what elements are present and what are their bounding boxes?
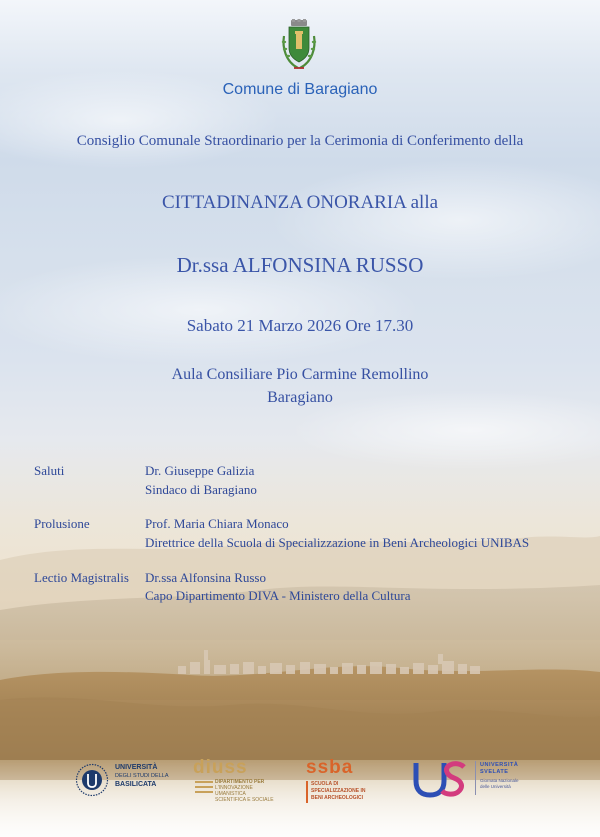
diuss-bar <box>195 781 213 783</box>
programme-speaker-title: Direttrice della Scuola di Specializzazione in Beni Archeologici UNIBAS <box>145 535 530 550</box>
programme-speaker-title: Capo Dipartimento DIVA - Ministero della Cultura <box>145 588 411 603</box>
municipal-crest-icon <box>280 18 318 74</box>
venue-town: Baragiano <box>267 389 333 406</box>
ssba-line2: SPECIALIZZAZIONE IN <box>311 788 366 794</box>
ssba-bar <box>306 781 308 803</box>
programme-role: Prolusione <box>34 516 90 531</box>
programme-role: Lectio Magistralis <box>34 570 129 585</box>
diuss-line3: UMANISTICA <box>215 791 246 797</box>
unibas-line3: BASILICATA <box>115 781 157 788</box>
us-line2: SVELATE <box>480 769 509 775</box>
programme-role: Saluti <box>34 463 65 478</box>
municipality-name: Comune di Baragiano <box>222 81 378 98</box>
honoree-name: Dr.ssa ALFONSINA RUSSO <box>176 253 424 277</box>
us-line3: Giornata Nazionale <box>480 778 519 783</box>
diuss-line2: L'INNOVAZIONE <box>215 785 253 791</box>
diuss-bar <box>195 791 213 793</box>
venue-name: Aula Consiliare Pio Carmine Remollino <box>171 366 429 383</box>
diuss-name: diuss <box>193 757 248 778</box>
programme-speaker-name: Dr.ssa Alfonsina Russo <box>145 570 266 585</box>
ssba-line1: SCUOLA DI <box>311 781 339 787</box>
ssba-line3: BENI ARCHEOLOGICI <box>311 795 364 801</box>
partner-logos <box>0 755 600 815</box>
unibas-logo <box>75 761 185 809</box>
programme-speaker-name: Prof. Maria Chiara Monaco <box>145 516 289 531</box>
occasion-line: Consiglio Comunale Straordinario per la Cerimonia di Conferimento della <box>76 133 524 149</box>
diuss-line1: DIPARTIMENTO PER <box>215 779 265 785</box>
unibas-seal-icon <box>75 763 109 797</box>
honor-title: CITTADINANZA ONORARIA alla <box>161 192 439 213</box>
diuss-bar <box>195 786 213 788</box>
event-datetime: Sabato 21 Marzo 2026 Ore 17.30 <box>186 316 414 335</box>
ssba-logo <box>306 757 386 809</box>
us-divider <box>475 761 476 795</box>
unibas-line1: UNIVERSITÀ <box>115 764 158 771</box>
diuss-line4: SCIENTIFICA E SOCIALE <box>215 797 274 803</box>
universita-svelate-logo <box>412 759 537 809</box>
diuss-logo <box>193 757 273 809</box>
us-line1: UNIVERSITÀ <box>480 762 519 768</box>
ssba-name: ssba <box>306 757 354 778</box>
programme-speaker-name: Dr. Giuseppe Galizia <box>145 463 255 478</box>
us-monogram-icon <box>412 759 470 799</box>
us-line4: delle Università <box>480 784 511 789</box>
programme-speaker-title: Sindaco di Baragiano <box>145 482 257 497</box>
unibas-line2: DEGLI STUDI DELLA <box>115 773 169 779</box>
